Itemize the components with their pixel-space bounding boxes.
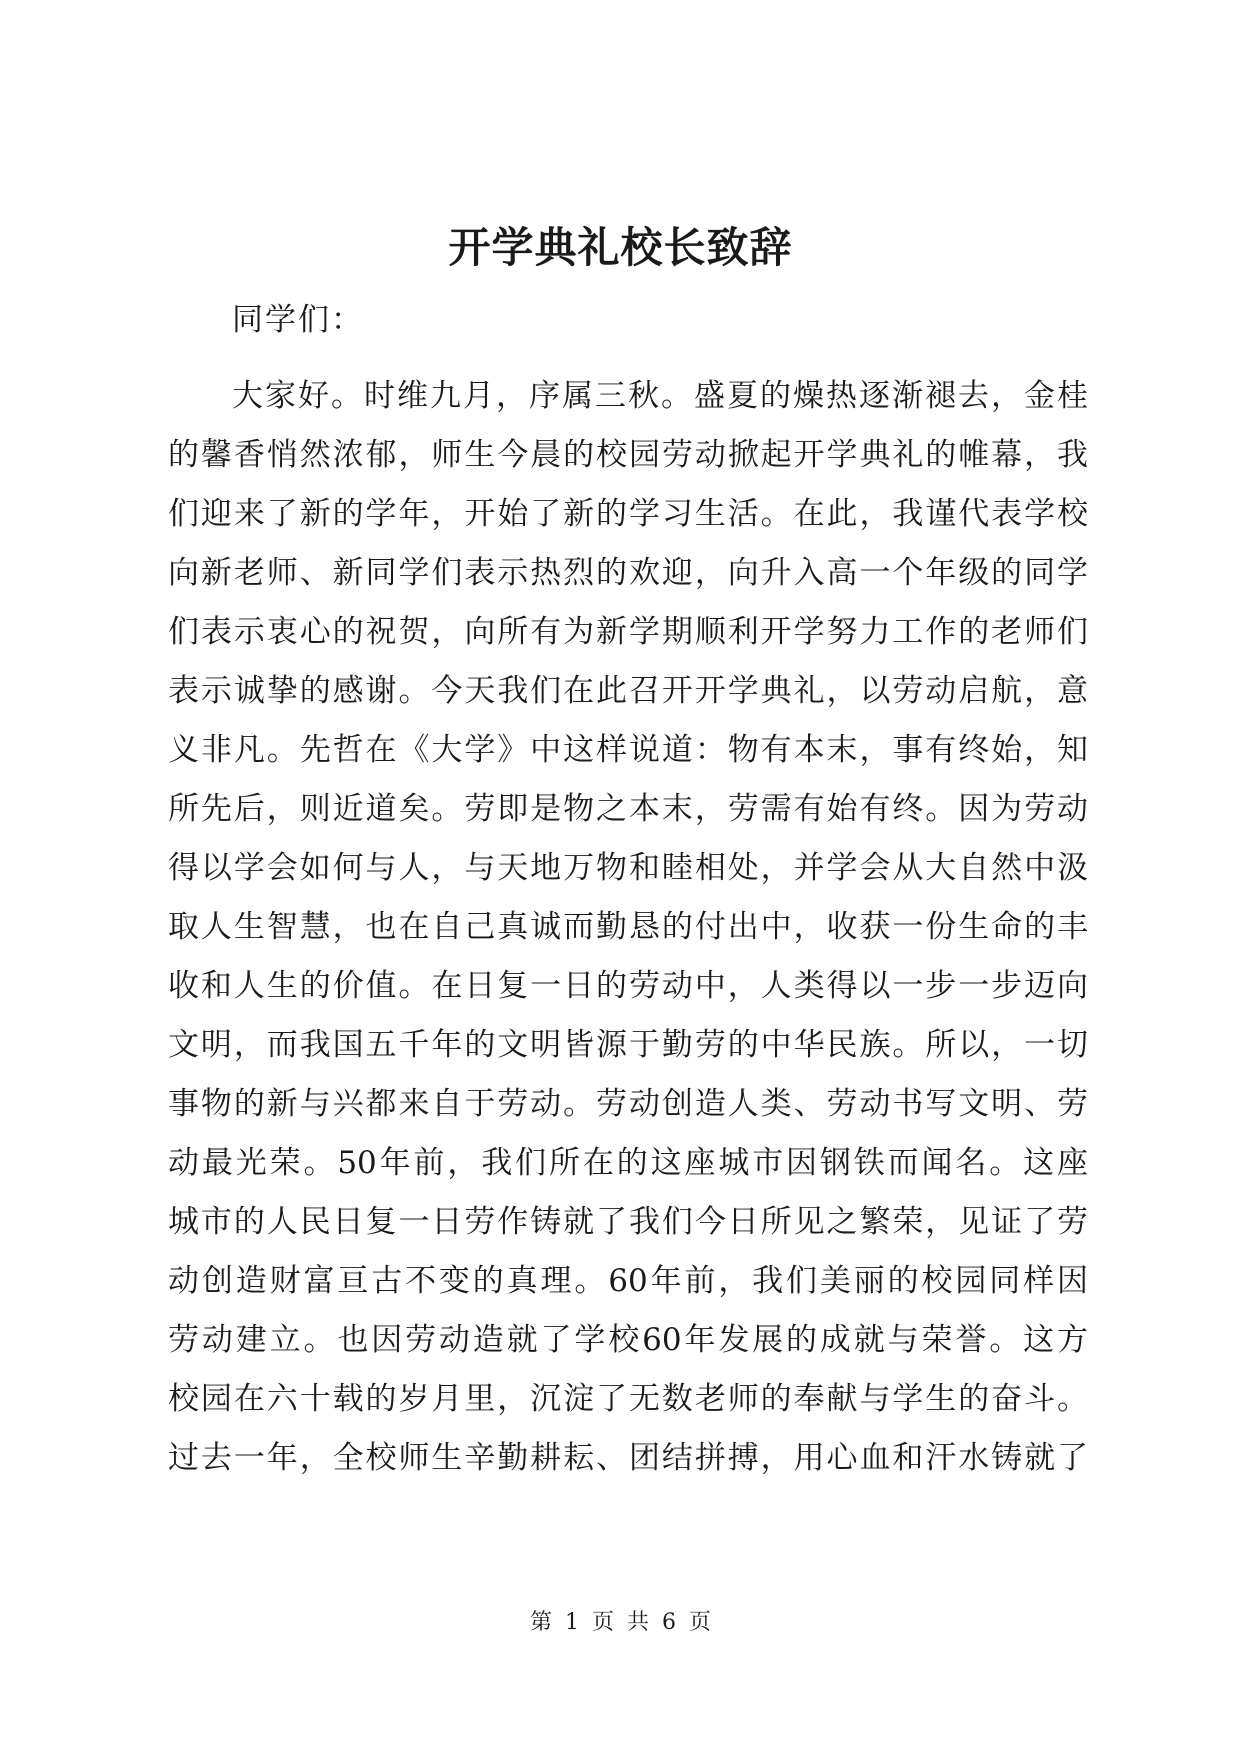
text-line: 动创造财富亘古不变的真理。60年前，我们美丽的校园同样因 <box>168 1263 1088 1299</box>
document-title: 开学典礼校长致辞 <box>448 223 793 272</box>
page-number: 第 1 页 共 6 页 <box>530 1610 711 1635</box>
salutation: 同学们： <box>232 302 364 338</box>
text-line: 劳动建立。也因劳动造就了学校60年发展的成就与荣誉。这方 <box>168 1322 1088 1358</box>
text-line: 校园在六十载的岁月里，沉淀了无数老师的奉献与学生的奋斗。 <box>168 1381 1088 1417</box>
text-line: 义非凡。先哲在《大学》中这样说道：物有本末，事有终始，知 <box>168 732 1088 768</box>
body-text <box>168 367 1088 1488</box>
text-line: 表示诚挚的感谢。今天我们在此召开开学典礼，以劳动启航，意 <box>168 673 1088 709</box>
text-line: 们表示衷心的祝贺，向所有为新学期顺利开学努力工作的老师们 <box>168 614 1088 650</box>
text-line: 向新老师、新同学们表示热烈的欢迎，向升入高一个年级的同学 <box>168 555 1088 591</box>
text-line: 动最光荣。50年前，我们所在的这座城市因钢铁而闻名。这座 <box>168 1145 1088 1181</box>
text-line: 所先后，则近道矣。劳即是物之本末，劳需有始有终。因为劳动 <box>168 791 1088 827</box>
text-line: 大家好。时维九月，序属三秋。盛夏的燥热逐渐褪去，金桂 <box>232 378 1088 414</box>
text-line: 收和人生的价值。在日复一日的劳动中，人类得以一步一步迈向 <box>168 968 1088 1004</box>
text-line: 的馨香悄然浓郁，师生今晨的校园劳动掀起开学典礼的帷幕，我 <box>168 437 1088 473</box>
text-line: 过去一年，全校师生辛勤耕耘、团结拼搏，用心血和汗水铸就了 <box>168 1440 1088 1476</box>
text-line: 得以学会如何与人，与天地万物和睦相处，并学会从大自然中汲 <box>168 850 1088 886</box>
text-line: 城市的人民日复一日劳作铸就了我们今日所见之繁荣，见证了劳 <box>168 1204 1088 1240</box>
text-line: 们迎来了新的学年，开始了新的学习生活。在此，我谨代表学校 <box>168 496 1088 532</box>
text-line: 事物的新与兴都来自于劳动。劳动创造人类、劳动书写文明、劳 <box>168 1086 1088 1122</box>
text-line: 文明，而我国五千年的文明皆源于勤劳的中华民族。所以，一切 <box>168 1027 1088 1063</box>
text-line: 取人生智慧，也在自己真诚而勤恳的付出中，收获一份生命的丰 <box>168 909 1088 945</box>
